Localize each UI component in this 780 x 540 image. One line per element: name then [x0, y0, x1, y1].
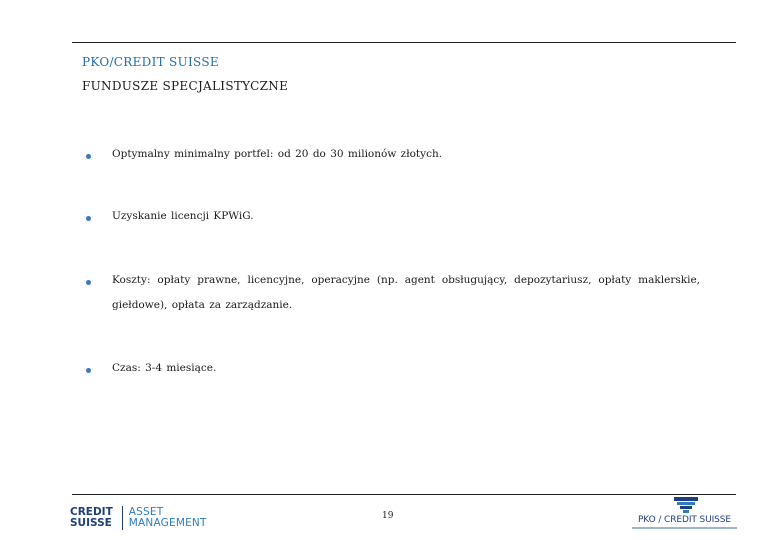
list-item	[86, 274, 700, 318]
list-item	[86, 210, 700, 229]
pko-emblem-icon	[674, 497, 698, 513]
pko-credit-suisse-logo	[632, 497, 737, 535]
logo-line-asset: ASSET	[128, 506, 164, 518]
header-brand: PKO/CREDIT SUISSE	[82, 55, 219, 69]
header-rule	[72, 42, 736, 43]
bullet-text: Koszty: opłaty prawne, licencyjne, operacyjne (np. agent obsługujący, depozytariusz, opłaty maklerskie, giełdowe), opłata za zarządzanie.	[112, 274, 700, 311]
logo-divider	[122, 506, 123, 530]
bullet-text: Uzyskanie licencji KPWiG.	[112, 210, 254, 222]
credit-suisse-asset-management-logo	[70, 505, 207, 531]
pko-logo-tagline-bar	[632, 527, 737, 529]
logo-line-management: MANAGEMENT	[128, 517, 207, 529]
pko-logo-name: PKO / CREDIT SUISSE	[637, 515, 731, 525]
list-item	[86, 148, 700, 167]
list-item	[86, 362, 700, 381]
bullet-text: Optymalny minimalny portfel: od 20 do 30 milionów złotych.	[112, 148, 443, 160]
bullet-icon	[86, 280, 91, 285]
bullet-icon	[86, 154, 91, 159]
footer-rule	[72, 494, 736, 495]
bullet-icon	[86, 368, 91, 373]
asset-management-wordmark	[129, 507, 207, 529]
page-title: FUNDUSZE SPECJALISTYCZNE	[82, 79, 289, 93]
credit-suisse-wordmark	[70, 507, 113, 529]
bullet-icon	[86, 216, 91, 221]
page-number: 19	[382, 511, 394, 521]
bullet-text: Czas: 3-4 miesiące.	[112, 362, 217, 374]
logo-line-suisse: SUISSE	[70, 517, 112, 529]
logo-line-credit: CREDIT	[70, 506, 113, 518]
